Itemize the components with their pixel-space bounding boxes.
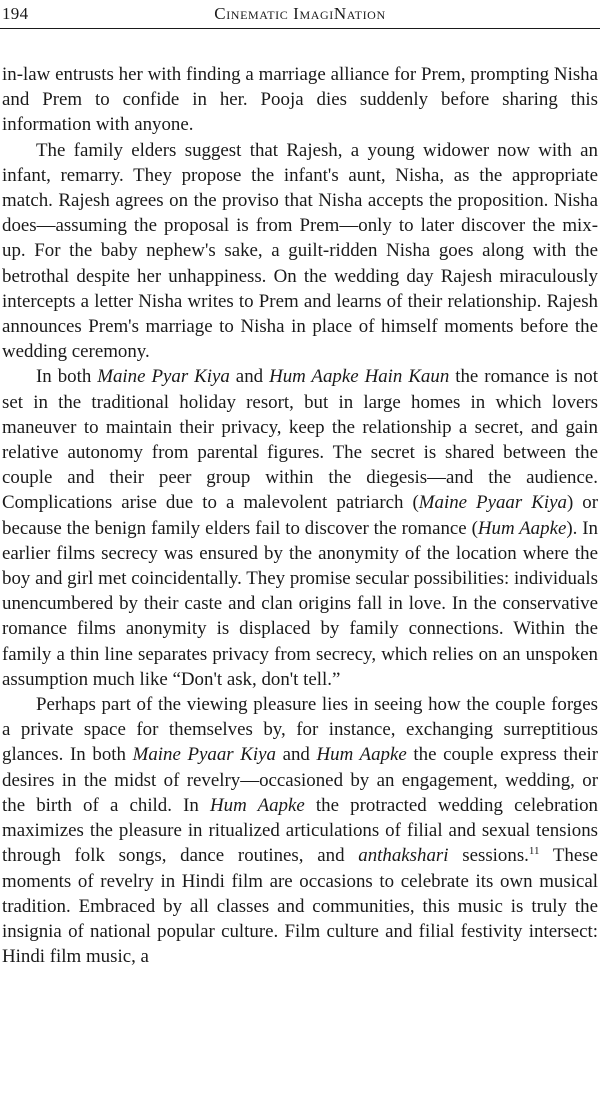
paragraph-3: [2, 364, 598, 692]
italic-title: Maine Pyar Kiya: [97, 366, 230, 388]
text-run: sessions.: [448, 845, 529, 867]
paragraph-1: [2, 62, 598, 138]
text-run: ) or because the benign family elders fail to discover the romance (: [2, 492, 598, 539]
italic-title: anthakshari: [358, 845, 449, 867]
italic-title: Hum Aapke: [477, 517, 567, 539]
page-header: [0, 0, 600, 30]
text-run: In both: [36, 366, 98, 388]
body-text: [2, 62, 598, 969]
page-number: 194: [2, 4, 29, 23]
italic-title: Maine Pyaar Kiya: [418, 492, 567, 514]
paragraph-4: [2, 692, 598, 969]
header-rule: [0, 28, 600, 29]
italic-title: Hum Aapke Hain Kaun: [269, 366, 450, 388]
italic-title: Maine Pyaar Kiya: [132, 744, 276, 766]
footnote-marker: 11: [528, 845, 540, 858]
text-run: Perhaps part of the viewing pleasure lies in seeing how the couple forges a private space for themselves by, for instance, exchanging surreptitious glances. In both: [2, 694, 598, 766]
running-head: Cinematic ImagiNation: [214, 4, 386, 23]
text-run: and: [275, 744, 317, 766]
italic-title: Hum Aapke: [210, 794, 305, 816]
text-run: ). In earlier films secrecy was ensured by the anonymity of the location where the boy and girl met coincidentally. They promise secular possibilities: individuals unencumbered by their caste and clan origins fall in love. In the conservative romance films anonymity is displaced by family connections. Within the family a thin line separates privacy from secrecy, which relies on an unspoken assumption much like “Don't ask, don't tell.”: [2, 517, 598, 690]
text-run: The family elders suggest that Rajesh, a young widower now with an infant, remarry. They propose the infant's aunt, Nisha, as the appropriate match. Rajesh agrees on the proviso that Nisha accepts the proposition. Nisha does—assuming the proposal is from Prem—only to later discover the mix-up. For the baby nephew's sake, a guilt-ridden Nisha goes along with the betrothal despite her unhappiness. On the wedding day Rajesh miraculously intercepts a letter Nisha writes to Prem and learns of their relationship. Rajesh announces Prem's marriage to Nisha in place of himself moments before the wedding ceremony.: [2, 139, 598, 363]
paragraph-2: [2, 138, 598, 365]
text-run: in-law entrusts her with finding a marriage alliance for Prem, prompting Nisha and Prem to confide in her. Pooja dies suddenly before sharing this information with anyone.: [2, 64, 598, 136]
italic-title: Hum Aapke: [316, 744, 407, 766]
text-run: the romance is not set in the traditional holiday resort, but in large homes in which lovers maneuver to maintain their privacy, keep the relationship a secret, and gain relative autonomy from parental figures. The secret is shared between the couple and their peer group within the diegesis—and the audience. Complications arise due to a malevolent patriarch (: [2, 366, 598, 514]
text-run: the couple express their desires in the midst of revelry—occasioned by an engagement, wedding, or the birth of a child. In: [2, 744, 598, 816]
text-run: and: [229, 366, 270, 388]
text-run: These moments of revelry in Hindi film are occasions to celebrate its own musical tradition. Embraced by all classes and communities, this music is truly the insignia of national popular culture. Film culture and filial festivity intersect: Hindi film music, a: [2, 845, 598, 968]
text-run: the protracted wedding celebration maximizes the pleasure in ritualized articulations of filial and sexual tensions through folk songs, dance routines, and: [2, 794, 599, 867]
